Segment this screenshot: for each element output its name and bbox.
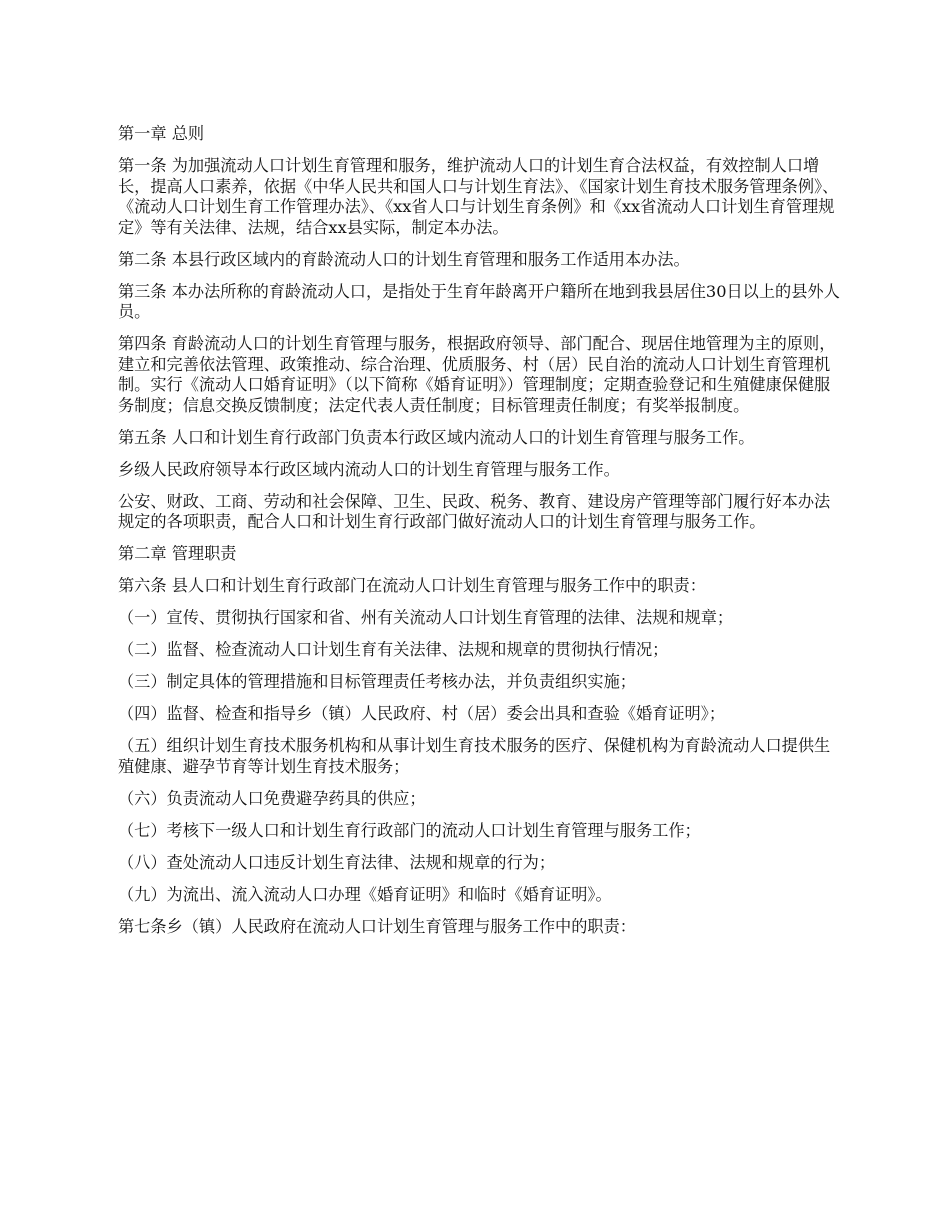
article-6-item-1: （一）宣传、贯彻执行国家和省、州有关流动人口计划生育管理的法律、法规和规章； [118, 608, 734, 627]
article-4: 第四条 育龄流动人口的计划生育管理与服务，根据政府领导、部门配合、现居住地管理为主的原则，建立和完善依法管理、政策推动、综合治理、优质服务、村（居）民自治的流动人口计划生育管理机制。实行《流动人口婚育证明》（以下简称《婚育证明》）管理制度；定期查验登记和生殖健康保健服务制度；信息交换反馈制度；法定代表人责任制度；目标管理责任制度；有奖举报制度。 [118, 334, 836, 415]
article-6: 第六条 县人口和计划生育行政部门在流动人口计划生育管理与服务工作中的职责： [118, 576, 706, 595]
article-5-para-3: 公安、财政、工商、劳动和社会保障、卫生、民政、税务、教育、建设房产管理等部门履行好本办法规定的各项职责，配合人口和计划生育行政部门做好流动人口的计划生育管理与服务工作。 [118, 491, 831, 531]
article-6-item-4: （四）监督、检查和指导乡（镇）人民政府、村（居）委会出具和查验《婚育证明》； [118, 704, 726, 723]
article-6-item-6: （六）负责流动人口免费避孕药具的供应； [118, 788, 426, 808]
article-6-item-9: （九）为流出、流入流动人口办理《婚育证明》和临时《婚育证明》。 [118, 884, 612, 904]
chapter-1-heading: 第一章 总则 [118, 124, 205, 143]
article-6-item-3: （三）制定具体的管理措施和目标管理责任考核办法，并负责组织实施； [118, 672, 636, 691]
article-5: 第五条 人口和计划生育行政部门负责本行政区域内流动人口的计划生育管理与服务工作。 [118, 427, 755, 447]
article-6-item-7: （七）考核下一级人口和计划生育行政部门的流动人口计划生育管理与服务工作； [118, 820, 701, 840]
document-body [118, 124, 843, 949]
article-6-item-2: （二）监督、检查流动人口计划生育有关法律、法规和规章的贯彻执行情况； [118, 640, 669, 659]
article-6-item-5: （五）组织计划生育技术服务机构和从事计划生育技术服务的医疗、保健机构为育龄流动人口提供生殖健康、避孕节育等计划生育技术服务； [118, 736, 831, 776]
article-7: 第七条乡（镇）人民政府在流动人口计划生育管理与服务工作中的职责： [118, 916, 636, 936]
article-6-item-8: （八）查处流动人口违反计划生育法律、法规和规章的行为； [118, 852, 556, 872]
article-1: 第一条 为加强流动人口计划生育管理和服务，维护流动人口的计划生育合法权益，有效控制人口增长，提高人口素养，依据《中华人民共和国人口与计划生育法》、《国家计划生育技术服务管理条例》、《流动人口计划生育工作管理办法》、《xx省人口与计划生育条例》和《xx省流动人口计划生育管理规定》等有关法律、法规，结合xx县实际，制定本办法。 [118, 156, 839, 237]
article-3: 第三条 本办法所称的育龄流动人口，是指处于生育年龄离开户籍所在地到我县居住30日以上的县外人员。 [118, 281, 840, 321]
article-2: 第二条 本县行政区域内的育龄流动人口的计划生育管理和服务工作适用本办法。 [118, 249, 690, 269]
chapter-2-heading: 第二章 管理职责 [118, 544, 237, 563]
article-5-para-2: 乡级人民政府领导本行政区域内流动人口的计划生育管理与服务工作。 [118, 459, 620, 479]
